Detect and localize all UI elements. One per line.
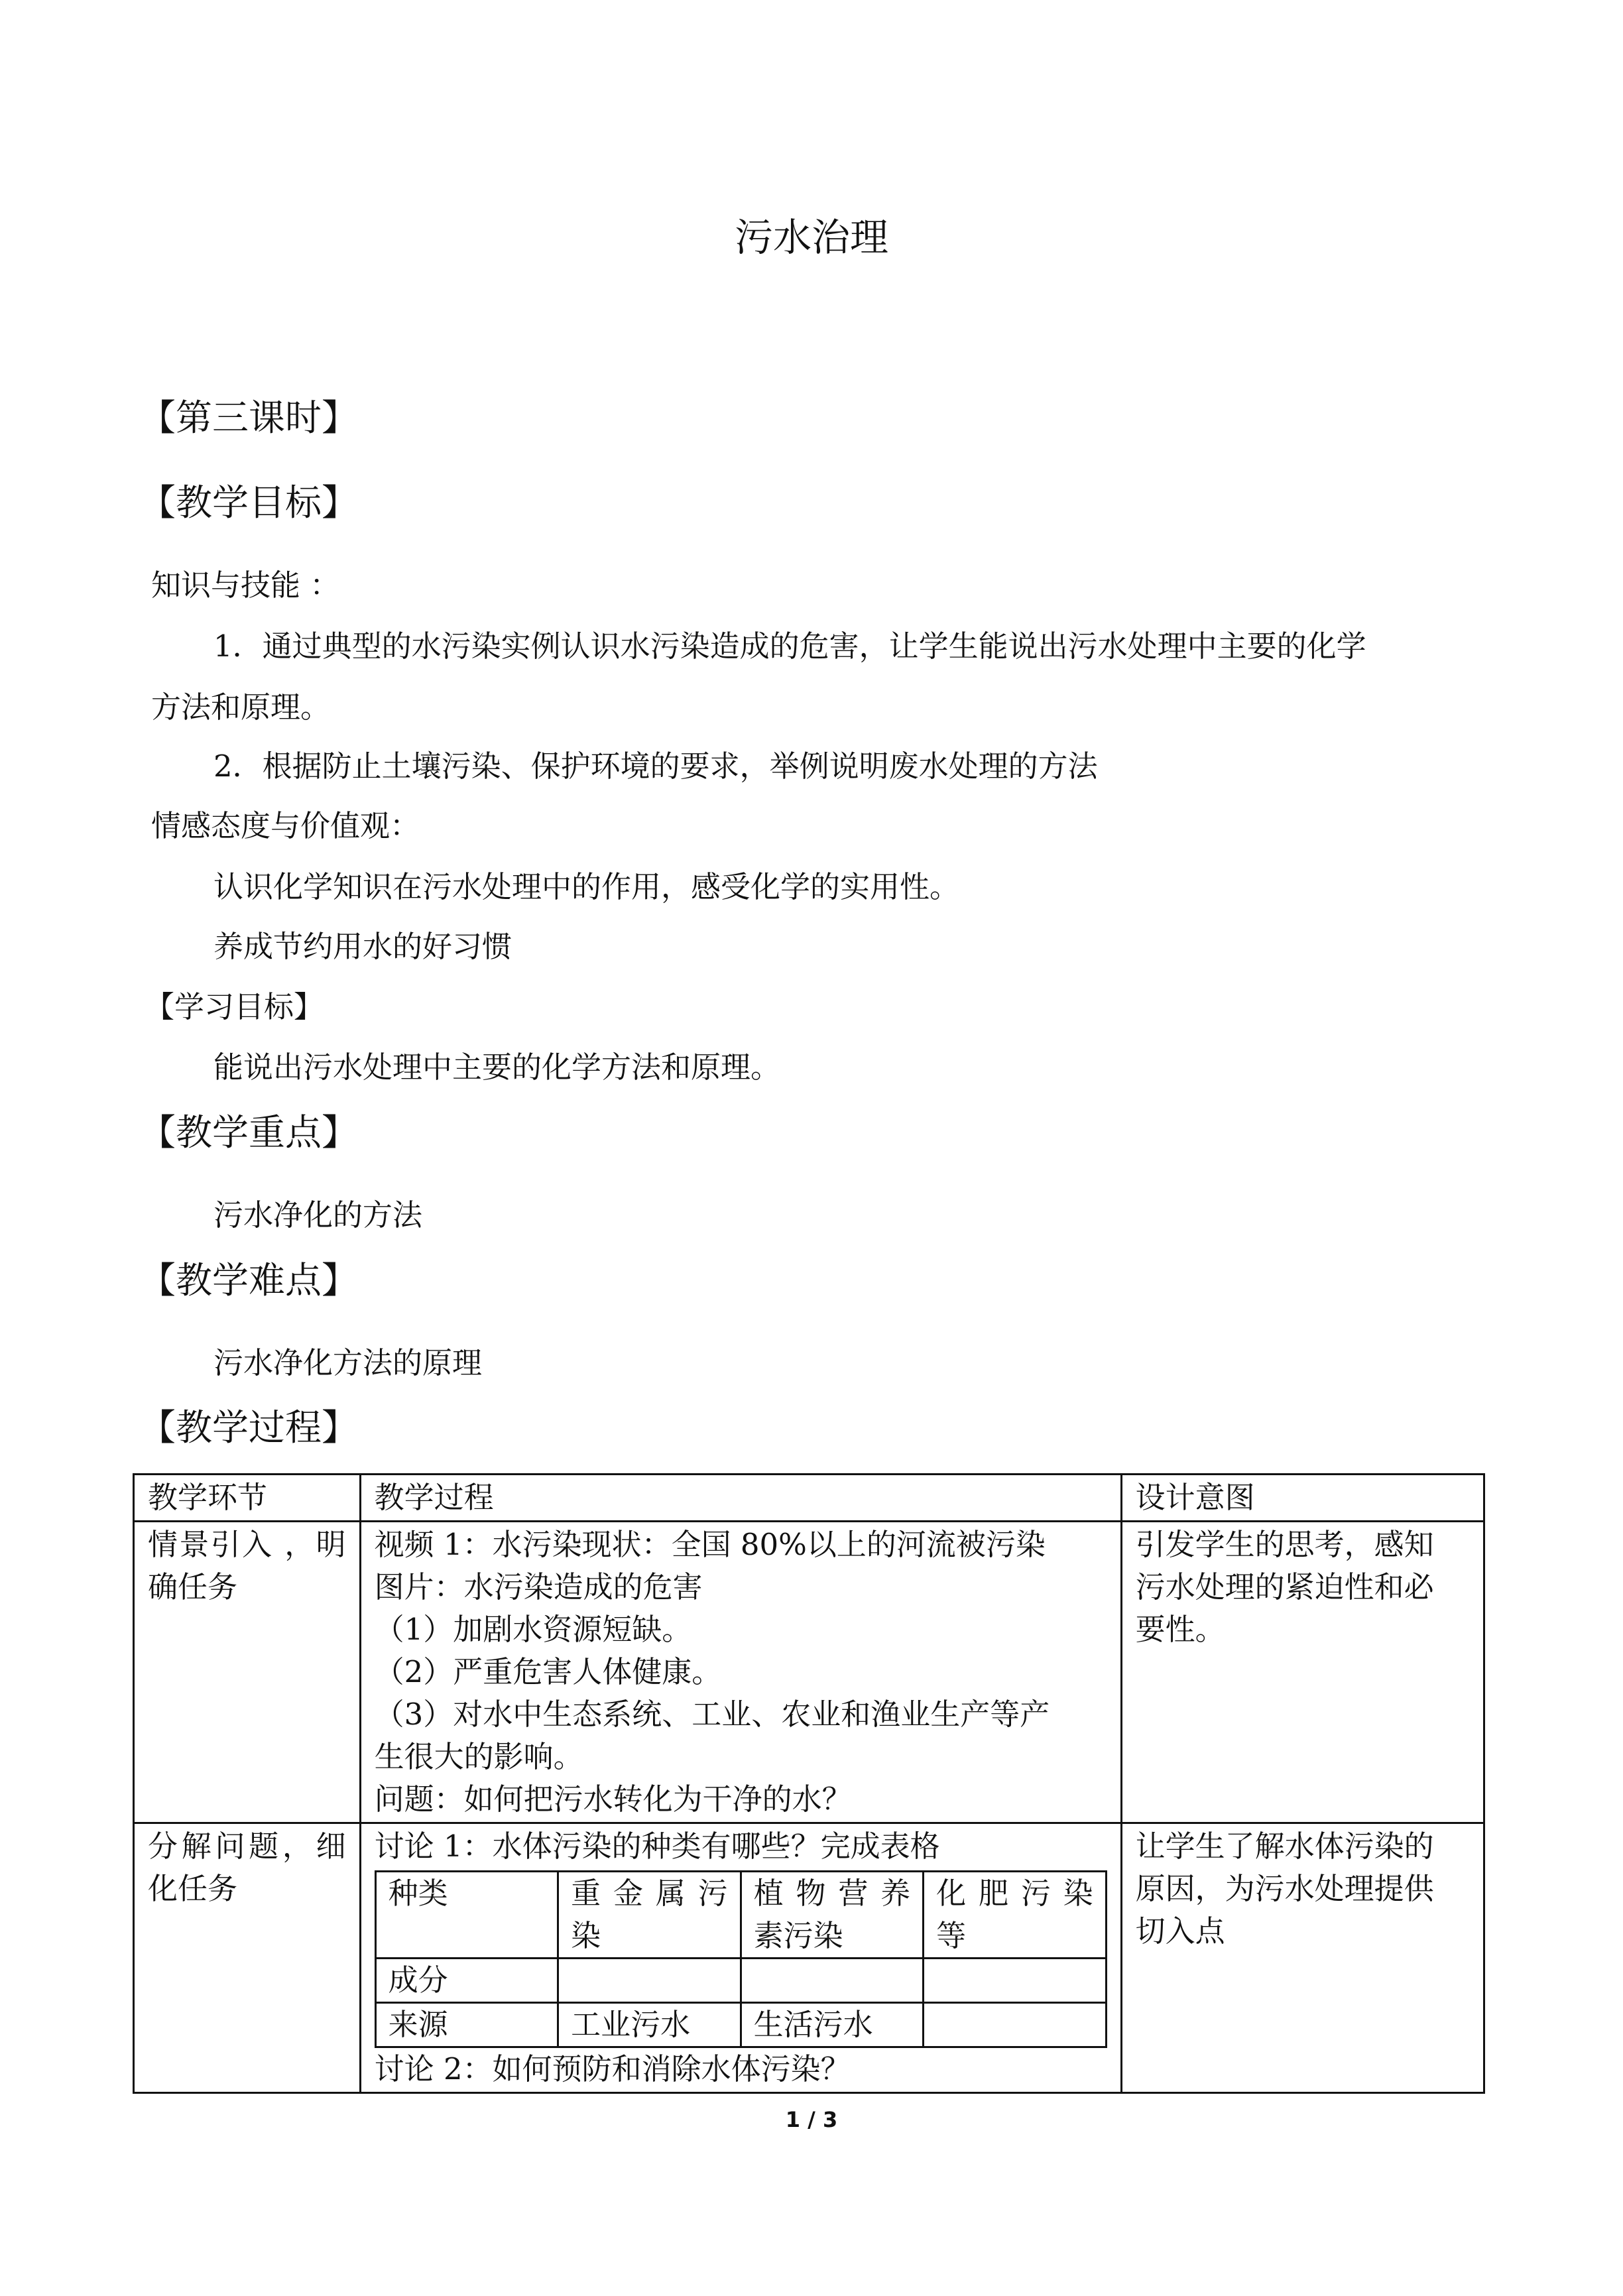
header-process: 教学过程 — [360, 1475, 1121, 1522]
discussion1: 讨论 1：水体污染的种类有哪些？完成表格 — [374, 1829, 940, 1864]
row2-intent-line2: 原因，为污水处理提供 — [1135, 1871, 1434, 1906]
row2-stage-line2: 化任务 — [148, 1871, 238, 1906]
row1-stage-line2: 确任务 — [148, 1569, 238, 1604]
header-stage: 教学环节 — [134, 1475, 361, 1522]
inner-h1 — [558, 1872, 741, 1959]
row2-stage — [134, 1823, 361, 2093]
inner-h1-line2: 染 — [571, 1918, 601, 1953]
page-number: 1 / 3 — [785, 2107, 838, 2132]
inner-r2-label: 来源 — [375, 2003, 558, 2047]
inner-cell — [741, 1959, 924, 2003]
inner-r2c1: 工业污水 — [558, 2003, 741, 2047]
table-header-row — [134, 1475, 1484, 1522]
row1-intent — [1121, 1522, 1484, 1823]
row1-stage-line1: 情景引入 ，明 — [148, 1527, 346, 1562]
inner-h3 — [924, 1872, 1107, 1959]
objective-item1-line1: 1．通过典型的水污染实例认识水污染造成的危害，让学生能说出污水处理中主要的化学 — [213, 629, 1366, 664]
inner-r1-label: 成分 — [375, 1959, 558, 2003]
emotion-label: 情感态度与价值观： — [151, 808, 420, 843]
inner-h3-line1: 化肥污染 — [936, 1876, 1093, 1911]
row1-stage — [134, 1522, 361, 1823]
learning-goal-label: 【学习目标】 — [145, 989, 324, 1024]
teaching-process-table — [133, 1473, 1485, 2094]
row1-line: 图片：水污染造成的危害 — [374, 1569, 703, 1604]
emotion-item1: 认识化学知识在污水处理中的作用，感受化学的实用性。 — [213, 869, 960, 904]
section-lesson: 【第三课时】 — [139, 396, 359, 439]
row2-intent-line3: 切入点 — [1135, 1913, 1225, 1949]
discussion2: 讨论 2：如何预防和消除水体污染？ — [374, 2051, 851, 2086]
section-key-points: 【教学重点】 — [139, 1111, 359, 1154]
row1-line: 视频 1：水污染现状：全国 80%以上的河流被污染 — [374, 1527, 1046, 1562]
inner-h3-line2: 等 — [936, 1918, 967, 1953]
inner-h2-line1: 植物营养 — [753, 1876, 911, 1911]
section-objectives: 【教学目标】 — [139, 481, 359, 524]
section-process: 【教学过程】 — [139, 1406, 359, 1449]
row1-line: （1）加剧水资源短缺。 — [374, 1612, 692, 1647]
learning-goal-text: 能说出污水处理中主要的化学方法和原理。 — [213, 1050, 781, 1085]
emotion-item2: 养成节约用水的好习惯 — [213, 929, 512, 964]
table-row — [134, 1522, 1484, 1823]
row2-process — [360, 1823, 1121, 2093]
row1-process — [360, 1522, 1121, 1823]
inner-row-composition — [375, 1959, 1106, 2003]
row1-line: 生很大的影响。 — [374, 1739, 583, 1774]
row2-intent — [1121, 1823, 1484, 2093]
row2-intent-line1: 让学生了解水体污染的 — [1135, 1829, 1434, 1864]
row1-intent-line2: 污水处理的紧迫性和必 — [1135, 1569, 1434, 1604]
inner-cell — [924, 2003, 1107, 2047]
inner-h2 — [741, 1872, 924, 1959]
inner-r2c2: 生活污水 — [741, 2003, 924, 2047]
table-row — [134, 1823, 1484, 2093]
row1-line: 问题：如何把污水转化为干净的水？ — [374, 1782, 852, 1817]
row1-intent-line1: 引发学生的思考，感知 — [1135, 1527, 1434, 1562]
inner-h2-line2: 素污染 — [753, 1918, 843, 1953]
row1-line: （3）对水中生态系统、工业、农业和渔业生产等产 — [374, 1697, 1050, 1732]
objective-item1-line2: 方法和原理。 — [151, 690, 331, 725]
objective-item2: 2．根据防止土壤污染、保护环境的要求，举例说明废水处理的方法 — [213, 749, 1098, 784]
pollution-types-table — [375, 1870, 1107, 2048]
key-points-text: 污水净化的方法 — [213, 1197, 423, 1233]
inner-cell — [558, 1959, 741, 2003]
inner-row-source — [375, 2003, 1106, 2047]
row1-line: （2）严重危害人体健康。 — [374, 1654, 722, 1689]
row2-stage-line1: 分解问题，细 — [148, 1829, 346, 1864]
header-intent: 设计意图 — [1121, 1475, 1484, 1522]
section-difficulties: 【教学难点】 — [139, 1259, 359, 1301]
difficulties-text: 污水净化方法的原理 — [213, 1345, 483, 1380]
row1-intent-line3: 要性。 — [1135, 1612, 1225, 1647]
inner-header-row — [375, 1872, 1106, 1959]
page-title: 污水治理 — [734, 215, 888, 260]
inner-h1-line1: 重金属污 — [571, 1876, 728, 1911]
inner-h0: 种类 — [375, 1872, 558, 1959]
inner-cell — [924, 1959, 1107, 2003]
knowledge-label: 知识与技能 ： — [151, 568, 340, 603]
